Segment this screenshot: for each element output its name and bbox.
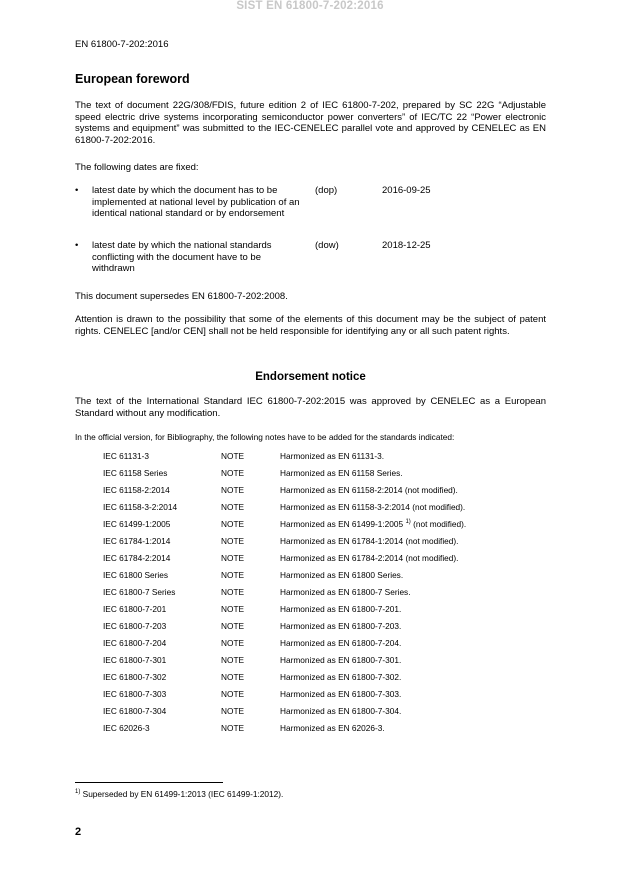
- standard-cell: IEC 61784-1:2014: [103, 536, 171, 546]
- note-cell: NOTE: [221, 570, 245, 580]
- harmonized-cell: Harmonized as EN 61800-7-301.: [280, 655, 402, 665]
- footnote-reference: 1): [405, 519, 411, 525]
- endorsement-paragraph: The text of the International Standard IEC 61800-7-202:2015 was approved by CENELEC as a European Standard without any modification.: [75, 396, 546, 419]
- standard-cell: IEC 61131-3: [103, 451, 149, 461]
- harmonized-cell: Harmonized as EN 61158-3-2:2014 (not modified).: [280, 502, 466, 512]
- note-cell: NOTE: [221, 706, 245, 716]
- harmonized-cell: Harmonized as EN 61800-7-203.: [280, 621, 402, 631]
- standard-cell: IEC 61784-2:2014: [103, 553, 171, 563]
- note-cell: NOTE: [221, 689, 245, 699]
- note-cell: NOTE: [221, 672, 245, 682]
- foreword-intro-paragraph: The text of document 22G/308/FDIS, future edition 2 of IEC 61800-7-202, prepared by SC 22G “Adjustable speed electric drive systems incorporating semiconductor power converters” of IEC/TC 22 “Power electronic systems and equipment” was submitted to the IEC-CENELEC parallel vote and approved by CENELEC as EN 61800-7-202:2016.: [75, 100, 546, 146]
- harmonized-cell: Harmonized as EN 61131-3.: [280, 451, 385, 461]
- standard-cell: IEC 61800-7-303: [103, 689, 167, 699]
- date-item-code: (dow): [315, 240, 339, 251]
- date-item-code: (dop): [315, 185, 338, 196]
- note-cell: NOTE: [221, 638, 245, 648]
- document-id-header: EN 61800-7-202:2016: [75, 39, 169, 50]
- standard-cell: IEC 61499-1:2005: [103, 519, 171, 529]
- standard-cell: IEC 61800-7-201: [103, 604, 167, 614]
- footnote: [75, 789, 283, 799]
- bullet-marker: •: [75, 240, 79, 251]
- note-cell: NOTE: [221, 553, 245, 563]
- endorsement-heading: Endorsement notice: [255, 371, 366, 383]
- note-cell: NOTE: [221, 621, 245, 631]
- date-item-date: 2018-12-25: [382, 240, 431, 251]
- supersedes-paragraph: This document supersedes EN 61800-7-202:2008.: [75, 291, 288, 302]
- page-number: 2: [75, 826, 82, 838]
- date-item-date: 2016-09-25: [382, 185, 431, 196]
- footnote-marker: 1): [75, 789, 81, 795]
- watermark: SIST EN 61800-7-202:2016: [236, 0, 384, 12]
- harmonized-text-tail: (not modified).: [413, 519, 467, 529]
- date-item-text: latest date by which the national standards conflicting with the document have to be withdrawn: [92, 240, 272, 274]
- harmonized-cell: Harmonized as EN 61800-7-204.: [280, 638, 402, 648]
- standard-cell: IEC 61800-7-301: [103, 655, 167, 665]
- harmonized-cell: Harmonized as EN 61784-1:2014 (not modified).: [280, 536, 459, 546]
- footnote-divider: [75, 782, 223, 783]
- note-cell: NOTE: [221, 723, 245, 733]
- note-cell: NOTE: [221, 451, 245, 461]
- date-item-text: latest date by which the document has to be implemented at national level by publication of an identical national standard or by endorsement: [92, 185, 300, 219]
- standard-cell: IEC 61800 Series: [103, 570, 169, 580]
- harmonized-cell: Harmonized as EN 62026-3.: [280, 723, 385, 733]
- note-cell: NOTE: [221, 604, 245, 614]
- patent-attention-paragraph: Attention is drawn to the possibility that some of the elements of this document may be the subject of patent rights. CENELEC [and/or CEN] shall not be held responsible for identifying any or all such patent rights.: [75, 314, 546, 337]
- standard-cell: IEC 61800-7-304: [103, 706, 167, 716]
- standard-cell: IEC 61800-7-302: [103, 672, 167, 682]
- note-cell: NOTE: [221, 519, 245, 529]
- standard-cell: IEC 61158-2:2014: [103, 485, 170, 495]
- bullet-marker: •: [75, 185, 79, 196]
- standard-cell: IEC 61158 Series: [103, 468, 168, 478]
- harmonized-cell: Harmonized as EN 61800-7 Series.: [280, 587, 411, 597]
- note-cell: NOTE: [221, 502, 245, 512]
- note-cell: NOTE: [221, 536, 245, 546]
- standard-cell: IEC 61800-7-203: [103, 621, 167, 631]
- harmonized-cell: Harmonized as EN 61158 Series.: [280, 468, 403, 478]
- harmonized-cell: Harmonized as EN 61800-7-303.: [280, 689, 402, 699]
- standard-cell: IEC 61158-3-2:2014: [103, 502, 178, 512]
- harmonized-cell: Harmonized as EN 61800-7-302.: [280, 672, 402, 682]
- dates-intro: The following dates are fixed:: [75, 162, 199, 173]
- harmonized-cell: Harmonized as EN 61800-7-304.: [280, 706, 402, 716]
- footnote-text: Superseded by EN 61499-1:2013 (IEC 61499-1:2012).: [82, 789, 284, 799]
- bibliography-intro: In the official version, for Bibliography, the following notes have to be added for the standards indicated:: [75, 432, 455, 442]
- harmonized-cell: Harmonized as EN 61158-2:2014 (not modified).: [280, 485, 458, 495]
- harmonized-cell: Harmonized as EN 61800-7-201.: [280, 604, 402, 614]
- note-cell: NOTE: [221, 468, 245, 478]
- note-cell: NOTE: [221, 655, 245, 665]
- standard-cell: IEC 61800-7 Series: [103, 587, 176, 597]
- foreword-heading: European foreword: [75, 72, 190, 86]
- harmonized-cell: [280, 519, 466, 529]
- harmonized-cell: Harmonized as EN 61784-2:2014 (not modified).: [280, 553, 459, 563]
- standard-cell: IEC 61800-7-204: [103, 638, 167, 648]
- standard-cell: IEC 62026-3: [103, 723, 150, 733]
- note-cell: NOTE: [221, 587, 245, 597]
- harmonized-text: Harmonized as EN 61499-1:2005: [280, 519, 404, 529]
- note-cell: NOTE: [221, 485, 245, 495]
- harmonized-cell: Harmonized as EN 61800 Series.: [280, 570, 404, 580]
